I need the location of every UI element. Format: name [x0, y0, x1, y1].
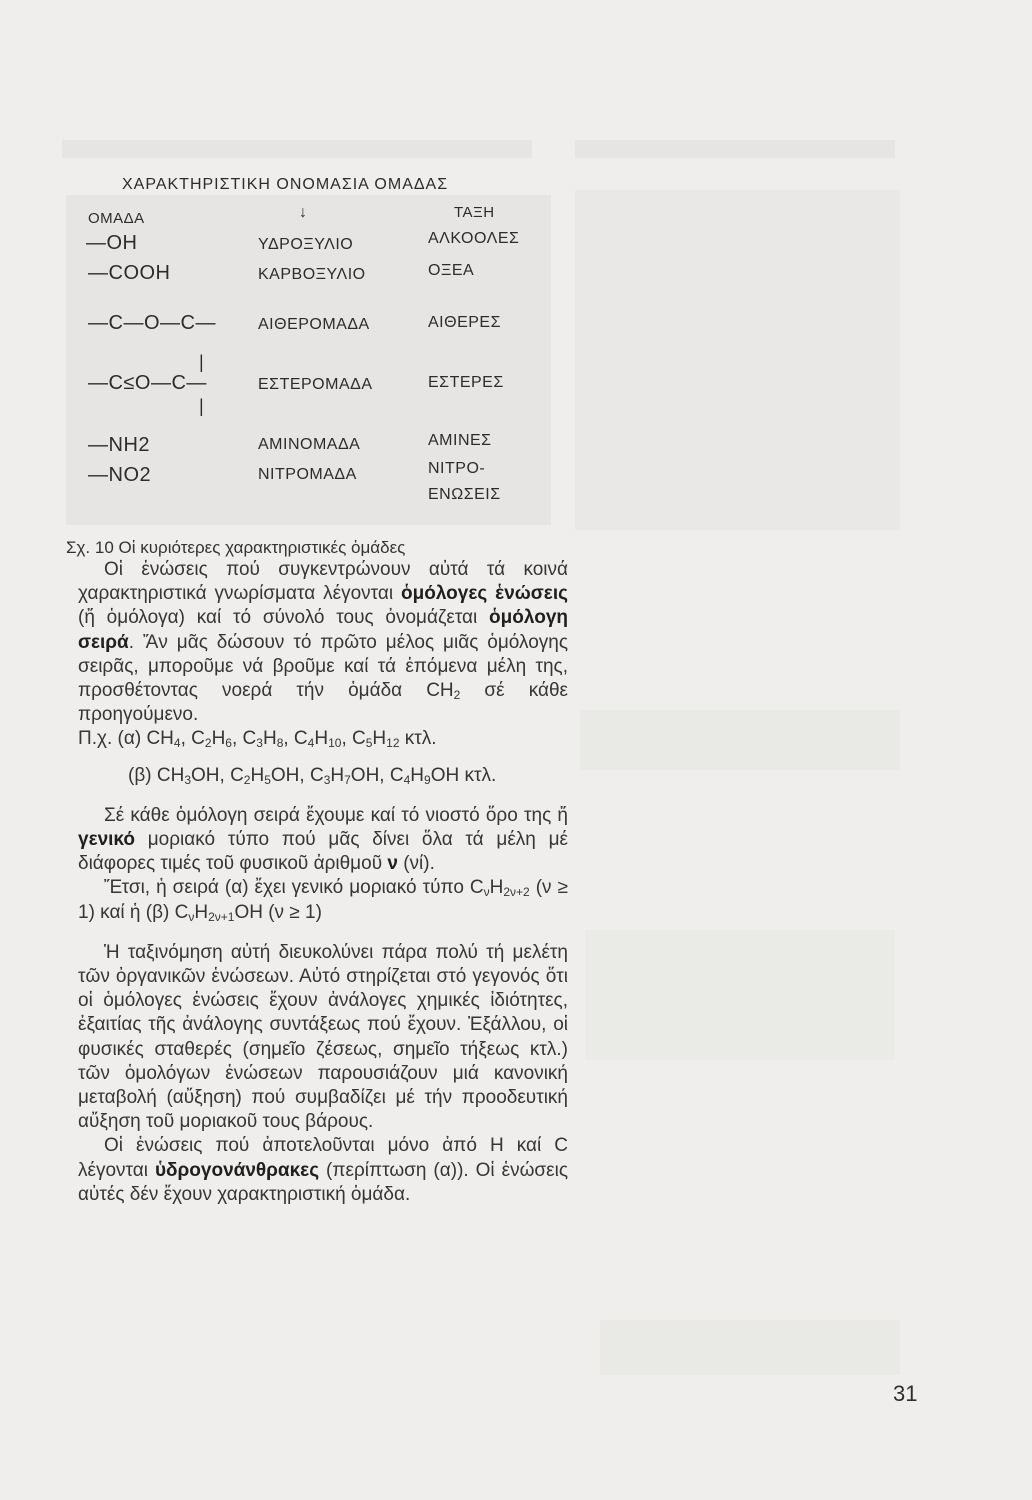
subscript: 4 [307, 736, 315, 751]
group-formula: —NO2 [88, 464, 152, 486]
text-run: (ν ≥ 1) καί ἡ (β) C [78, 877, 568, 923]
subscript: 6 [225, 736, 232, 751]
formula-line-a [78, 727, 568, 751]
text-run: CH [146, 728, 174, 750]
text-run: , C [341, 728, 366, 750]
text-run: H [262, 728, 277, 750]
subscript: 2ν+2 [503, 885, 530, 900]
group-formula: —C≤O—C— [88, 372, 207, 394]
compound-class: ΝΙΤΡΟ- [428, 460, 486, 477]
bold-term: ν [387, 853, 398, 875]
text-run: OH κτλ. [430, 764, 497, 786]
subscript: ν [483, 885, 490, 900]
text-run: . Ἄν μᾶς δώσουν τό πρῶτο μέλος μιᾶς ὁμόλογης σειρᾶς, μποροῦμε νά βροῦμε καί τά ἑπόμενα μέλη της, προσθέτοντας νοερά τήν ὁμάδα CH [78, 631, 568, 702]
formula-label: Π.χ. (α) [78, 728, 147, 750]
page-number: 31 [893, 1381, 918, 1406]
text-run: κτλ. [399, 728, 437, 750]
subscript: 3 [256, 736, 263, 751]
text-run: Ἔτσι, ἡ σειρά (α) ἔχει γενικό μοριακό τύπο C [104, 877, 484, 899]
subscript: 3 [323, 772, 331, 787]
text-run: H [314, 728, 329, 750]
text-run: σέ κάθε προηγούμενο. [78, 680, 568, 726]
group-formula: —C—O—C— [88, 312, 216, 334]
bold-term: ὑδρογονάνθρακες [154, 1159, 320, 1181]
bold-term: ὁμόλογη σειρά [78, 607, 568, 653]
bold-term: γενικό [78, 829, 135, 851]
subscript: 10 [328, 736, 342, 751]
group-name: ΕΣΤΕΡΟΜΑΔΑ [258, 376, 373, 393]
bleed-through [575, 190, 900, 530]
formula-label: (β) [128, 764, 157, 786]
paragraph [78, 558, 568, 727]
group-name: ΥΔΡΟΞΥΛΙΟ [258, 236, 354, 253]
group-name: ΝΙΤΡΟΜΑΔΑ [258, 466, 357, 483]
text-run: CH [156, 764, 185, 786]
text-run: H [211, 728, 226, 750]
subscript: 3 [184, 772, 192, 787]
paragraph: Ἡ ταξινόμηση αὐτή διευκολύνει πάρα πολύ τή μελέτη τῶν ὀργανικῶν ἑνώσεων. Αὐτό στηρίζεται στό γεγονός ὅτι οἱ ὁμόλογες ἑνώσεις ἔχουν ἀνάλογες χημικές ἰδιότητες, ἐξαιτίας τῆς ἀνάλογης συντάξεως πού ἔχουν. Ἐξάλλου, οἱ φυσικές σταθερές (σημεῖο ζέσεως, σημεῖο τήξεως κτλ.) τῶν ὁμολόγων ἑνώσεων παρουσιάζουν μιά κανονική μεταβολή (αὔξηση) πού συμβαδίζει μέ τήν προοδευτική αὔξηση τοῦ μοριακοῦ τους βάρους. [78, 941, 568, 1133]
paragraph [78, 876, 568, 924]
arrow-down-icon: ↓ [299, 204, 307, 221]
subscript: 5 [365, 736, 373, 751]
paragraph [78, 804, 568, 877]
subscript: 4 [403, 772, 411, 787]
subscript: 2ν+1 [208, 909, 235, 924]
text-run: OH (ν ≥ 1) [234, 901, 322, 923]
bleed-through [580, 710, 900, 770]
text-run: , C [283, 728, 308, 750]
formula-line-b [78, 764, 568, 788]
column-header-group: ΟΜΑΔΑ [88, 210, 145, 227]
bond-mark: | [199, 396, 205, 416]
text-run: Οἱ ἑνώσεις πού συγκεντρώνουν αὐτά τά κοινά χαρακτηριστικά γνωρίσματα λέγονται [78, 559, 568, 605]
body-text [78, 558, 568, 1207]
compound-class: ΑΜΙΝΕΣ [428, 432, 492, 449]
bleed-through [585, 930, 895, 1060]
bleed-through [62, 140, 532, 158]
formula [157, 765, 496, 786]
subscript: ν [188, 909, 195, 924]
figure-title: ΧΑΡΑΚΤΗΡΙΣΤΙΚΗ ΟΝΟΜΑΣΙΑ ΟΜΑΔΑΣ [122, 176, 449, 193]
text-run: (ἤ ὁμόλογα) καί τό σύνολό τους ὀνομάζεται [78, 607, 490, 629]
subscript: 8 [276, 736, 284, 751]
text-run: (νί). [397, 853, 435, 875]
bold-term: ὁμόλογες ἑνώσεις [401, 583, 568, 605]
text-run: H [410, 764, 424, 786]
subscript: 7 [344, 772, 351, 787]
subscript: 5 [264, 772, 271, 787]
subscript: 4 [173, 736, 181, 751]
group-formula: —COOH [88, 262, 171, 284]
text-run: , C [231, 728, 257, 750]
formula [146, 728, 436, 749]
subscript: 2 [453, 688, 461, 703]
text-run: H [372, 728, 387, 750]
text-run: Οἱ ἑνώσεις πού ἀποτελοῦνται μόνο ἀπό H καί C λέγονται [78, 1135, 568, 1181]
bleed-through [600, 1320, 900, 1375]
text-run: OH, C [270, 764, 324, 786]
group-name: ΚΑΡΒΟΞΥΛΙΟ [258, 266, 366, 283]
compound-class: ΕΣΤΕΡΕΣ [428, 374, 504, 391]
text-run: OH, C [191, 764, 244, 786]
text-run: Σέ κάθε ὁμόλογη σειρά ἔχουμε καί τό νιοστό ὅρο της ἤ [104, 804, 568, 826]
compound-class: ΑΙΘΕΡΕΣ [428, 314, 501, 331]
column-header-class: ΤΑΞΗ [454, 204, 495, 221]
text-run: (περίπτωση (α)). Οἱ ἑνώσεις αὐτές δέν ἔχουν χαρακτηριστική ὁμάδα. [78, 1159, 568, 1205]
subscript: 2 [204, 736, 212, 751]
subscript: 9 [424, 772, 431, 787]
group-name: ΑΜΙΝΟΜΑΔΑ [258, 436, 361, 453]
text-run: H [330, 764, 345, 786]
text-run: H [194, 901, 209, 923]
text-run: OH, C [350, 764, 404, 786]
compound-class: ΑΛΚΟΟΛΕΣ [428, 230, 520, 247]
subscript: 2 [243, 772, 251, 787]
compound-class-cont: ΕΝΩΣΕΙΣ [428, 486, 501, 503]
bond-mark: | [199, 352, 205, 372]
group-name: ΑΙΘΕΡΟΜΑΔΑ [258, 316, 370, 333]
subscript: 12 [386, 736, 400, 751]
paragraph [78, 1134, 568, 1207]
text-run: H [250, 764, 265, 786]
compound-class: ΟΞΕΑ [428, 262, 475, 279]
text-run: H [489, 877, 504, 899]
group-formula: —NH2 [88, 434, 151, 456]
figure-caption: Σχ. 10 Οἱ κυριότερες χαρακτηριστικές ὁμάδες [66, 538, 406, 557]
group-formula: —OH [86, 232, 138, 254]
text-run: , C [180, 728, 205, 750]
bleed-through [575, 140, 895, 158]
text-run: μοριακό τύπο πού μᾶς δίνει ὅλα τά μέλη μέ διάφορες τιμές τοῦ φυσικοῦ ἀριθμοῦ [78, 829, 568, 875]
